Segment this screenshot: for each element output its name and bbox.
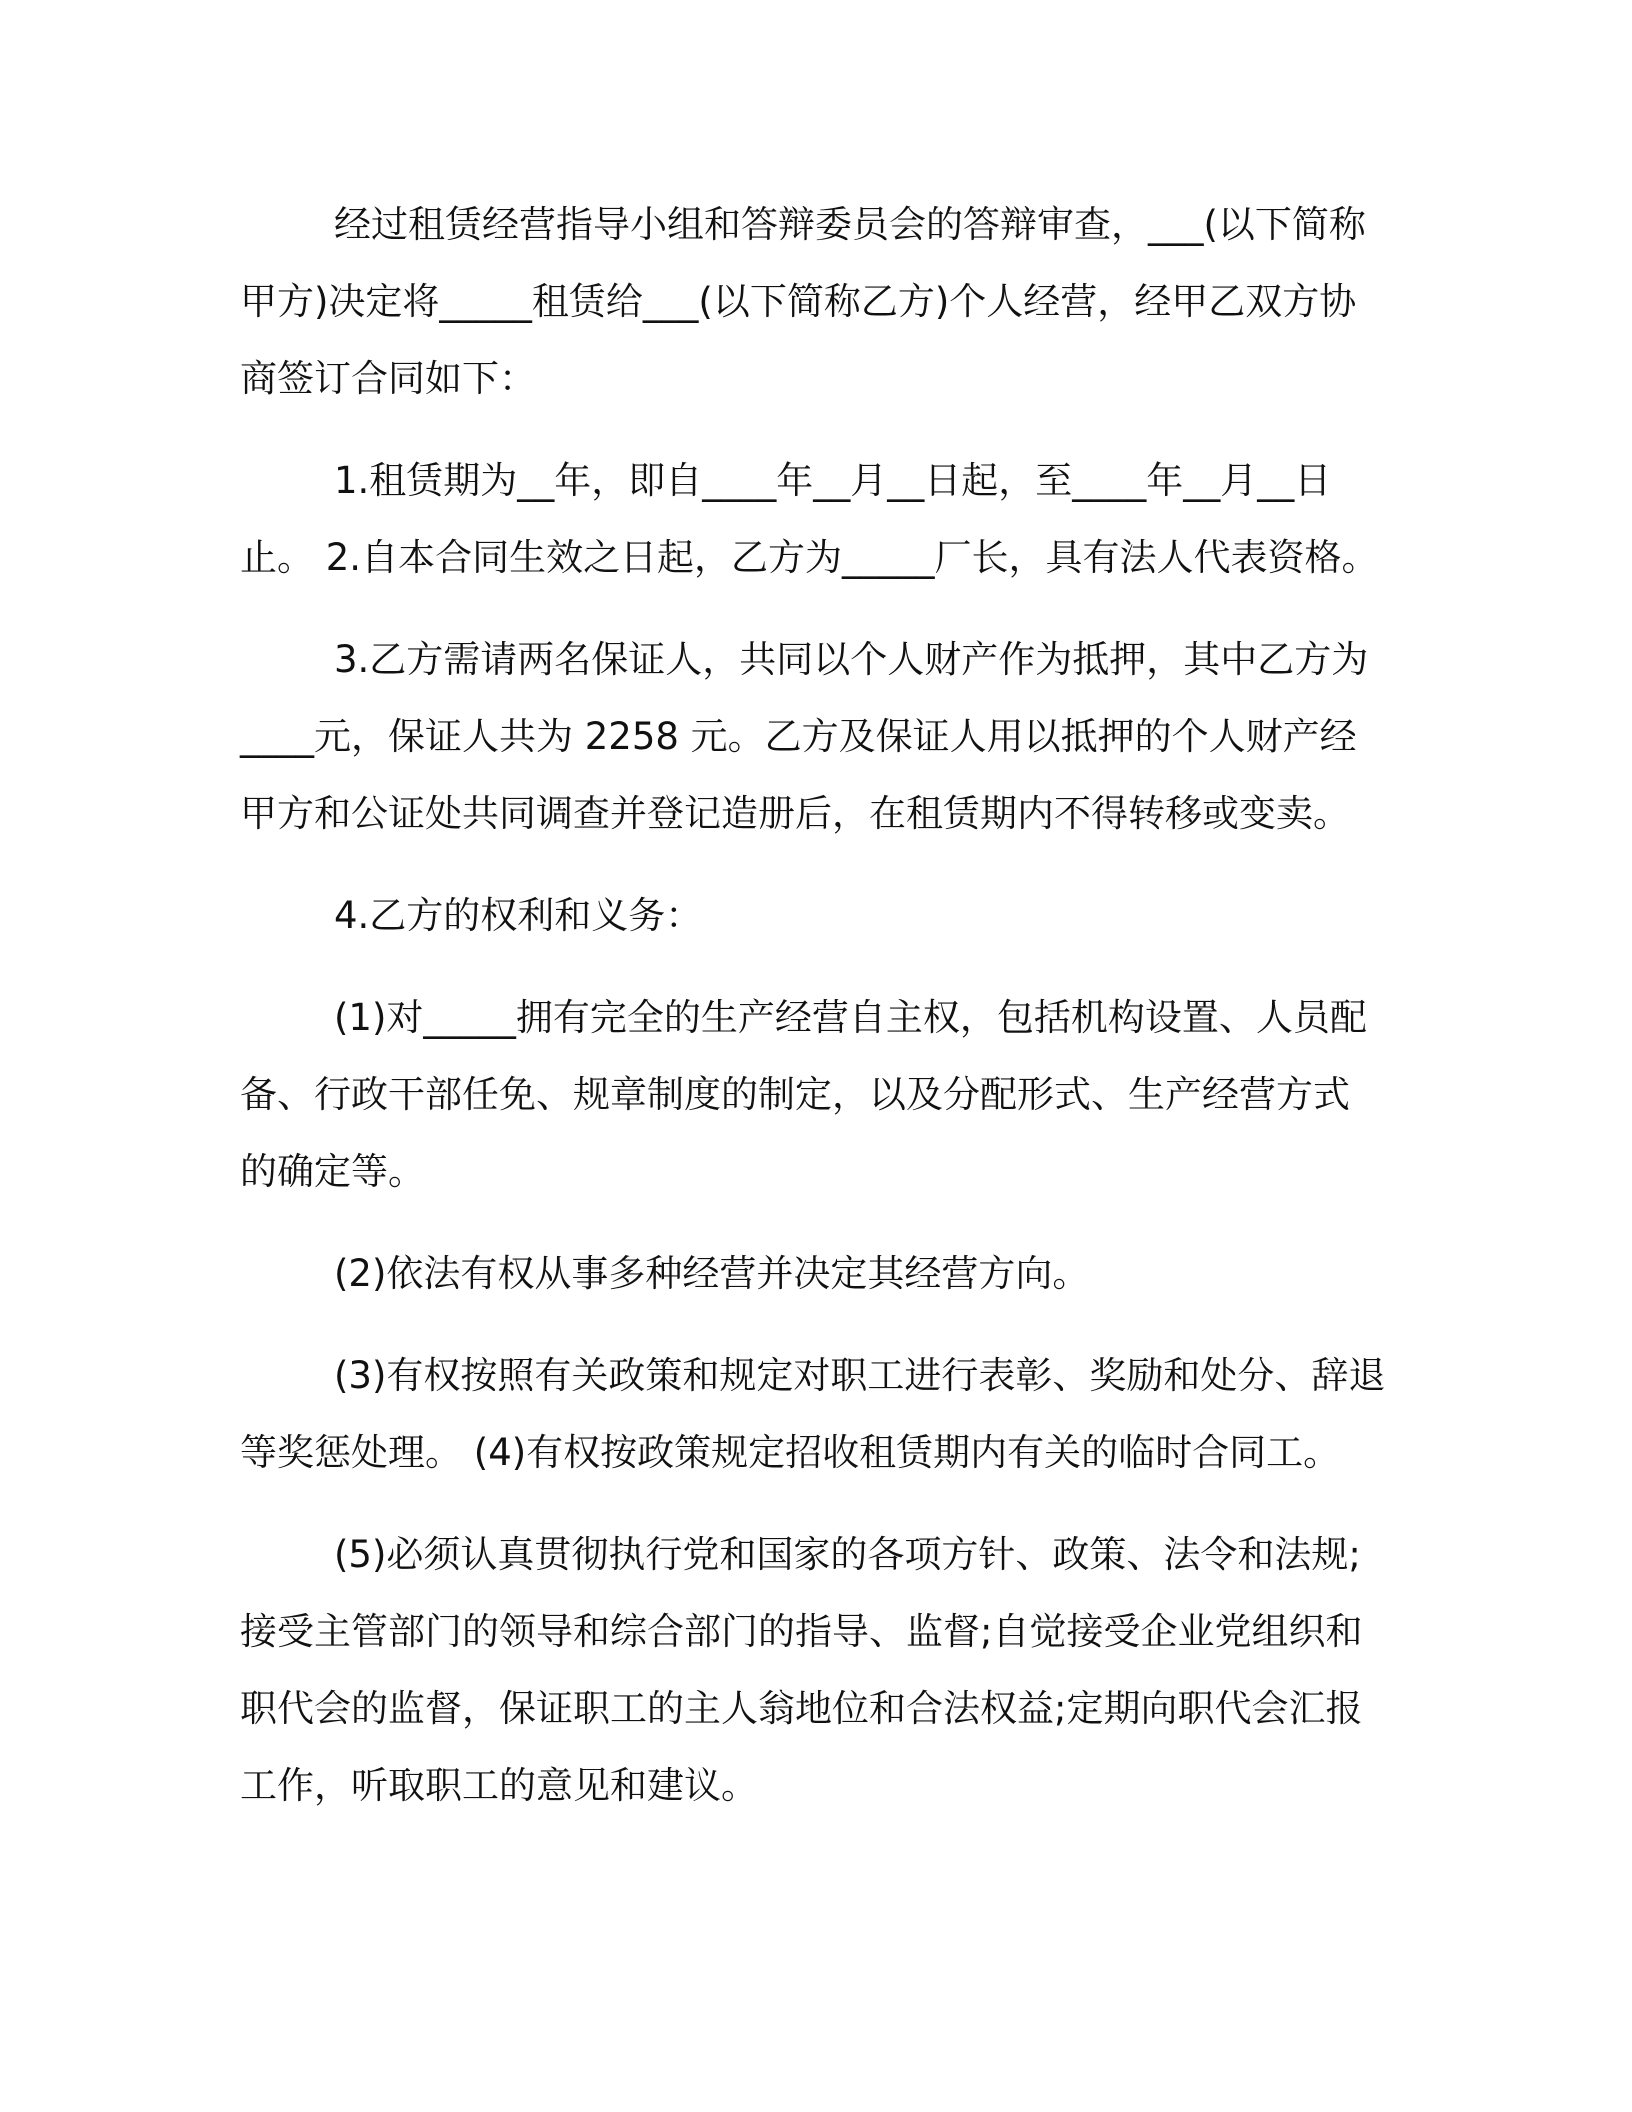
text-line: 工作，听取职工的意见和建议。 xyxy=(240,1764,758,1807)
paragraph-gap xyxy=(240,596,1380,621)
text-line: 3.乙方需请两名保证人，共同以个人财产作为抵押，其中乙方为 xyxy=(334,638,1369,681)
text-line: ____元，保证人共为 2258 元。乙方及保证人用以抵押的个人财产经 xyxy=(240,715,1357,758)
paragraph-clause-1-2 xyxy=(240,442,1380,596)
contract-body xyxy=(240,186,1386,1824)
text-line: 等奖惩处理。 (4)有权按政策规定招收租赁期内有关的临时合同工。 xyxy=(240,1431,1341,1474)
text-line: 职代会的监督，保证职工的主人翁地位和合法权益;定期向职代会汇报 xyxy=(240,1687,1363,1730)
text-line: 1.租赁期为__年，即自____年__月__日起，至____年__月__日 xyxy=(334,459,1332,502)
paragraph-intro xyxy=(240,186,1380,417)
paragraph-gap xyxy=(240,954,1380,979)
paragraph-gap xyxy=(240,417,1380,442)
text-line: (5)必须认真贯彻执行党和国家的各项方针、政策、法令和法规; xyxy=(334,1533,1361,1576)
text-line: 止。 2.自本合同生效之日起，乙方为_____厂长，具有法人代表资格。 xyxy=(240,536,1379,579)
paragraph-clause-4 xyxy=(240,877,1380,954)
text-line: 备、行政干部任免、规章制度的制定，以及分配形式、生产经营方式 xyxy=(240,1073,1350,1116)
text-line: 经过租赁经营指导小组和答辩委员会的答辩审查，___(以下简称 xyxy=(334,203,1366,246)
paragraph-item-3-4 xyxy=(240,1337,1386,1491)
paragraph-item-5 xyxy=(240,1516,1380,1824)
text-line: 4.乙方的权利和义务： xyxy=(334,894,703,937)
paragraph-gap xyxy=(240,852,1380,877)
paragraph-item-1 xyxy=(240,979,1380,1210)
paragraph-gap xyxy=(240,1312,1380,1337)
paragraph-gap xyxy=(240,1491,1380,1516)
text-line: 的确定等。 xyxy=(240,1150,425,1193)
text-line: 商签订合同如下： xyxy=(240,357,536,400)
text-line: (3)有权按照有关政策和规定对职工进行表彰、奖励和处分、辞退 xyxy=(334,1354,1386,1397)
text-line: 甲方)决定将_____租赁给___(以下简称乙方)个人经营，经甲乙双方协 xyxy=(240,280,1357,323)
text-line: 甲方和公证处共同调查并登记造册后，在租赁期内不得转移或变卖。 xyxy=(240,792,1350,835)
paragraph-item-2 xyxy=(240,1235,1380,1312)
text-line: (2)依法有权从事多种经营并决定其经营方向。 xyxy=(334,1252,1090,1295)
text-line: (1)对_____拥有完全的生产经营自主权，包括机构设置、人员配 xyxy=(334,996,1367,1039)
paragraph-clause-3 xyxy=(240,621,1380,852)
text-line: 接受主管部门的领导和综合部门的指导、监督;自觉接受企业党组织和 xyxy=(240,1610,1363,1653)
paragraph-gap xyxy=(240,1210,1380,1235)
